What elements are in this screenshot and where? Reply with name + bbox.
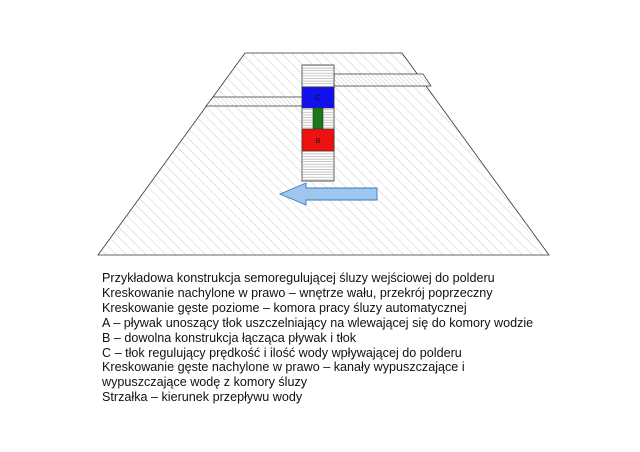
- caption-line-a: A – pływak unoszący tłok uszczelniający na wlewającej się do komory wodzie: [102, 315, 534, 330]
- legend-caption: [102, 271, 632, 405]
- piston-c-label: C: [315, 95, 321, 102]
- caption-title: Przykładowa konstrukcja semoregulującej śluzy wejściowej do polderu: [102, 271, 495, 285]
- caption-line-embankment: Kreskowanie nachylone w prawo – wnętrze wału, przekrój poprzeczny: [102, 285, 493, 300]
- caption-line-chamber: Kreskowanie gęste poziome – komora pracy śluzy automatycznej: [102, 300, 467, 315]
- caption-line-c: C – tłok regulujący prędkość i ilość wody wpływającej do polderu: [102, 345, 462, 360]
- link-b: [313, 108, 323, 129]
- caption-line-b: B – dowolna konstrukcja łącząca pływak i tłok: [102, 330, 357, 345]
- caption-line-channels-cont: wypuszczające wodę z komory śluzy: [102, 375, 308, 390]
- caption-line-channels: Kreskowanie gęste nachylone w prawo – kanały wypuszczające i: [102, 360, 465, 375]
- caption-line-arrow: Strzałka – kierunek przepływu wody: [102, 390, 303, 405]
- float-a-label: B: [315, 138, 321, 145]
